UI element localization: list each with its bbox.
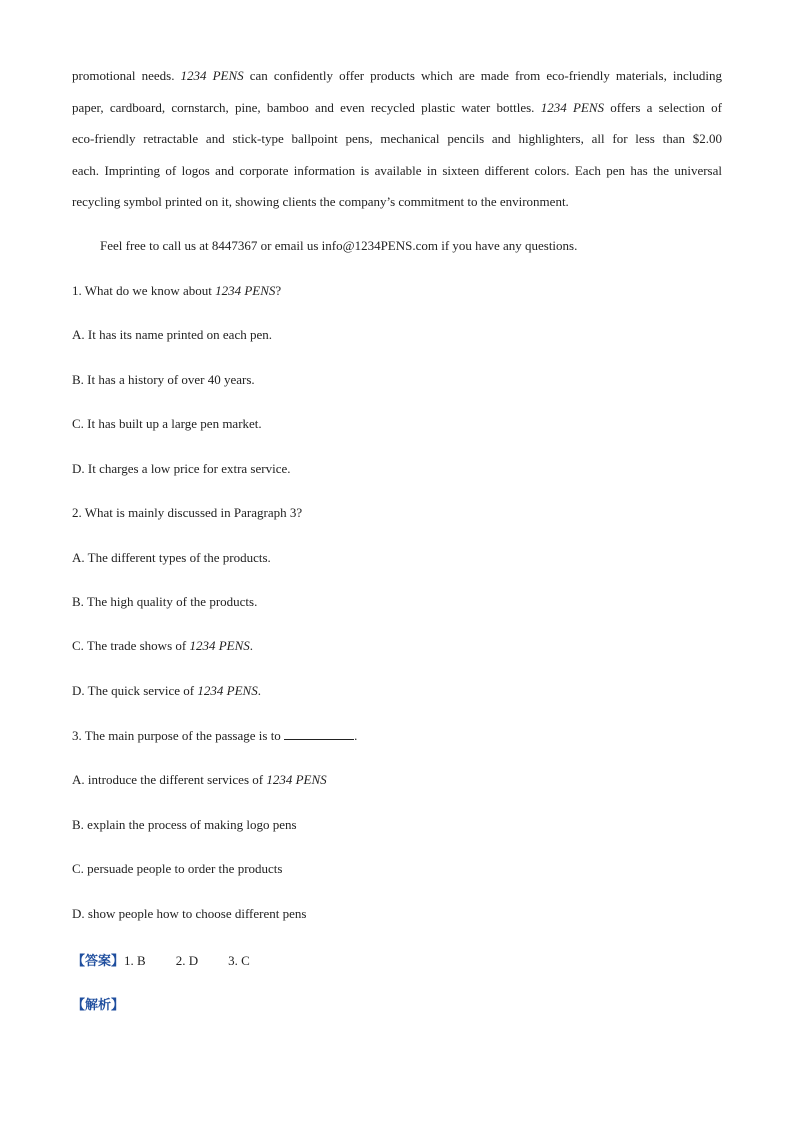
question-2-option-a: A. The different types of the products. (72, 550, 271, 565)
answer-3: 3. C (228, 953, 250, 968)
contact-line: Feel free to call us at 8447367 or email us info@1234PENS.com if you have any questions. (100, 238, 578, 253)
passage-line (72, 123, 722, 155)
company-name: 1234 PENS (266, 772, 327, 787)
text-run: 1. What do we know about (72, 283, 216, 298)
question-3-option-d: D. show people how to choose different pens (72, 906, 307, 921)
passage-line (72, 60, 722, 92)
passage-line (72, 186, 722, 218)
company-name: 1234 PENS (180, 68, 244, 83)
text-run: eco-friendly retractable and stick-type ballpoint pens, mechanical pencils and highlighters, all for less than $2.00 (72, 131, 722, 146)
text-run: paper, cardboard, cornstarch, pine, bamboo and even recycled plastic water bottles. (72, 99, 541, 115)
text-run: . (249, 638, 254, 653)
company-name: 1234 PENS (540, 99, 605, 115)
question-1-option-b: B. It has a history of over 40 years. (72, 372, 255, 387)
answer-line (72, 950, 250, 969)
question-3-option-c: C. persuade people to order the products (72, 861, 283, 876)
analysis-label: 【解析】 (72, 998, 125, 1013)
text-run: ? (275, 283, 282, 298)
text-run: each. Imprinting of logos and corporate information is available in sixteen different colors. Each pen has the universal (72, 162, 722, 178)
question-1-option-d: D. It charges a low price for extra service. (72, 461, 291, 476)
passage-paragraph (72, 60, 722, 218)
company-name: 1234 PENS (215, 283, 276, 298)
passage-line (72, 155, 722, 187)
question-2-option-b: B. The high quality of the products. (72, 594, 258, 609)
question-3-option-a (72, 772, 327, 788)
text-run: C. The trade shows of (72, 638, 190, 653)
text-run: . (257, 683, 261, 698)
company-name: 1234 PENS (197, 683, 258, 698)
passage-line (72, 92, 722, 124)
question-1-option-a: A. It has its name printed on each pen. (72, 327, 272, 342)
company-name: 1234 PENS (189, 638, 250, 653)
answer-blank (284, 727, 354, 740)
answer-label: 【答案】 (72, 954, 125, 969)
answer-2: 2. D (175, 953, 199, 968)
question-3-stem (72, 727, 357, 744)
question-2-stem: 2. What is mainly discussed in Paragraph 3? (72, 505, 303, 520)
question-1-stem (72, 283, 281, 299)
answer-1: 1. B (124, 953, 146, 968)
text-run: promotional needs. (72, 68, 181, 83)
question-2-option-c (72, 638, 253, 654)
question-1-option-c: C. It has built up a large pen market. (72, 416, 262, 431)
analysis-line (72, 994, 124, 1013)
text-run: 3. The main purpose of the passage is to (72, 728, 285, 743)
question-2-option-d (72, 683, 261, 699)
text-run: A. introduce the different services of (72, 772, 267, 787)
text-run: can confidently offer products which are made from eco-friendly materials, including (243, 68, 722, 83)
text-run: D. The quick service of (72, 683, 198, 698)
question-3-option-b: B. explain the process of making logo pens (72, 817, 297, 832)
text-run: recycling symbol printed on it, showing clients the company’s commitment to the environment. (72, 194, 569, 209)
text-run: offers a selection of (604, 99, 722, 115)
text-run: . (354, 728, 358, 743)
